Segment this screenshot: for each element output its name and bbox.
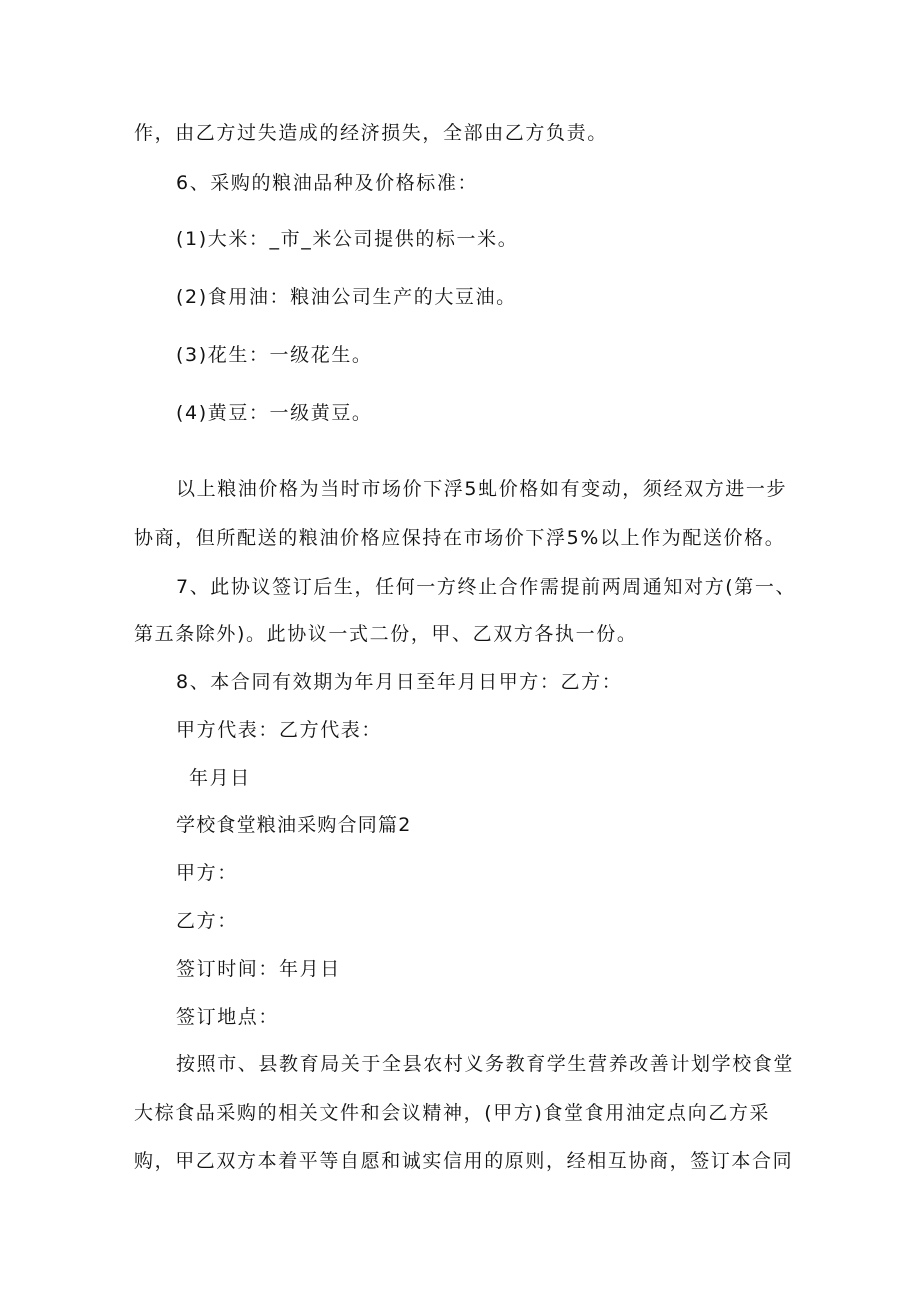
list-item-soybean: (4)黄豆：一级黄豆。 xyxy=(176,402,373,424)
party-b-label: 乙方： xyxy=(176,910,238,932)
paragraph-line: 以上粮油价格为当时市场价下浮5虬价格如有变动，须经双方进一步 xyxy=(176,478,788,500)
signature-representatives: 甲方代表：乙方代表： xyxy=(176,719,383,741)
clause-8-line: 8、本合同有效期为年月日至年月日甲方：乙方： xyxy=(176,671,623,693)
party-a-label: 甲方： xyxy=(176,862,238,884)
paragraph-line: 按照市、县教育局关于全县农村义务教育学生营养改善计划学校食堂 xyxy=(176,1053,795,1075)
list-item-oil: (2)食用油：粮油公司生产的大豆油。 xyxy=(176,286,517,308)
section-title: 学校食堂粮油采购合同篇2 xyxy=(176,814,412,836)
list-item-rice: (1)大米：_市_米公司提供的标一米。 xyxy=(176,228,519,250)
signature-date: 年月日 xyxy=(189,767,251,789)
list-item-peanut: (3)花生：一级花生。 xyxy=(176,344,373,366)
clause-7-line: 7、此协议签订后生，任何一方终止合作需提前两周通知对方(第一、 xyxy=(176,576,797,598)
paragraph-line: 大棕食品采购的相关文件和会议精神，(甲方)食堂食用油定点向乙方采 xyxy=(134,1102,771,1124)
paragraph-line: 购，甲乙双方本着平等自愿和诚实信用的原则，经相互协商，签订本合同 xyxy=(134,1150,794,1172)
signing-time: 签订时间：年月日 xyxy=(176,958,341,980)
clause-6-heading: 6、采购的粮油品种及价格标准： xyxy=(176,172,479,194)
signing-place: 签订地点： xyxy=(176,1006,280,1028)
paragraph-line: 协商，但所配送的粮油价格应保持在市场价下浮5%以上作为配送价格。 xyxy=(134,527,786,549)
paragraph-line: 第五条除外)。此协议一式二份，甲、乙双方各执一份。 xyxy=(134,623,638,645)
paragraph-line: 作，由乙方过失造成的经济损失，全部由乙方负责。 xyxy=(134,122,608,144)
